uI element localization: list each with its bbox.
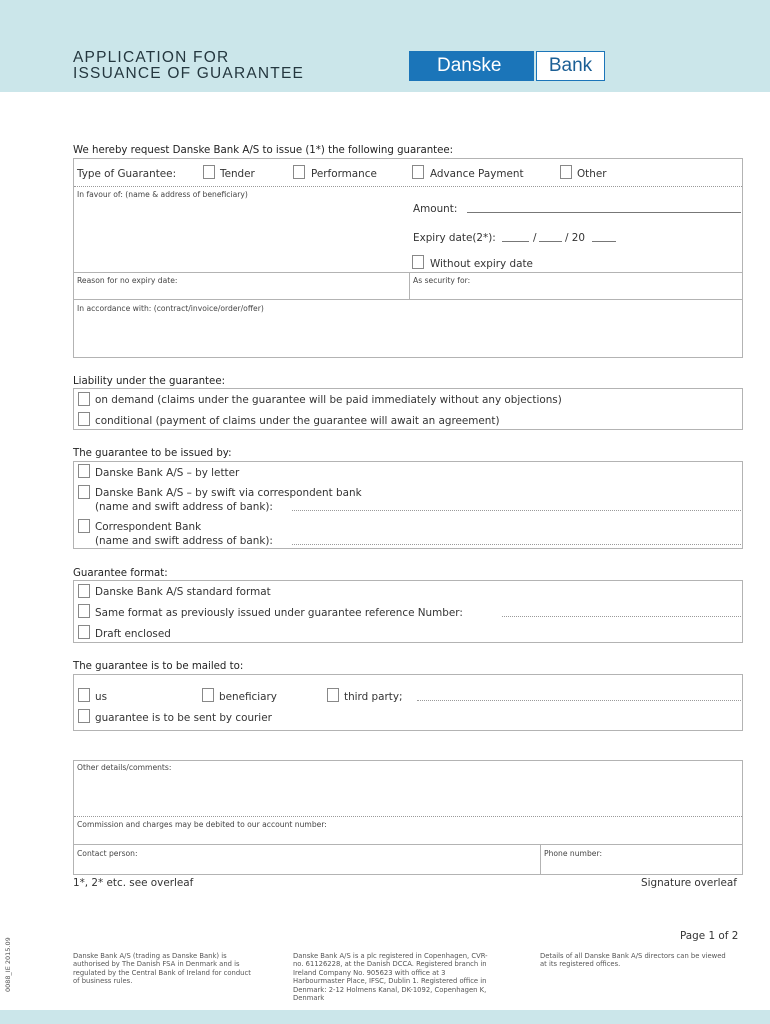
correspondent-bank-checkbox[interactable] [78, 519, 90, 533]
title-line-2: ISSUANCE OF GUARANTEE [73, 65, 305, 82]
correspondent-bank-sub-label: (name and swift address of bank): [95, 535, 273, 547]
standard-format-checkbox[interactable] [78, 584, 90, 598]
commission-label: Commission and charges may be debited to our account number: [77, 820, 327, 829]
amount-input[interactable] [467, 212, 741, 213]
mailed-heading: The guarantee is to be mailed to: [73, 661, 244, 672]
other-checkbox[interactable] [560, 165, 572, 179]
same-format-label: Same format as previously issued under guarantee reference Number: [95, 607, 463, 619]
footer-col-3: Details of all Danske Bank A/S directors can be viewed at its registered offices. [540, 952, 726, 969]
amount-label: Amount: [413, 203, 458, 215]
by-letter-label: Danske Bank A/S – by letter [95, 467, 240, 479]
signature-overleaf: Signature overleaf [641, 877, 737, 889]
danske-bank-logo [409, 51, 605, 81]
courier-label: guarantee is to be sent by courier [95, 712, 272, 724]
form-code: 0088_IE 2015.09 [4, 937, 12, 992]
expiry-slash: / [533, 232, 537, 244]
footer-col-2: Danske Bank A/S is a plc registered in Copenhagen, CVR-no. 61126228, at the Danish DCCA. Registered branch in Ireland Company No. 905623 with office at 3 Harbourmaster Place, IFSC, Dublin 1. Registered office in Denmark: 2-12 Holmens Kanal, DK-1092, Copenhagen K, Denmark [293, 952, 488, 1003]
on-demand-checkbox[interactable] [78, 392, 90, 406]
other-details-divider [74, 816, 742, 817]
accordance-divider [74, 299, 742, 300]
conditional-label: conditional (payment of claims under the guarantee will await an agreement) [95, 415, 500, 427]
advance-payment-checkbox[interactable] [412, 165, 424, 179]
logo-bank: Bank [536, 51, 605, 81]
expiry-year-input[interactable] [592, 241, 616, 242]
favour-label: In favour of: (name & address of beneficiary) [77, 190, 248, 199]
other-details-label: Other details/comments: [77, 763, 172, 772]
advance-payment-label: Advance Payment [430, 168, 524, 180]
courier-checkbox[interactable] [78, 709, 90, 723]
expiry-day-input[interactable] [502, 241, 529, 242]
expiry-month-input[interactable] [539, 241, 562, 242]
security-label: As security for: [413, 276, 471, 285]
contact-phone-divider [540, 844, 541, 875]
issued-by-heading: The guarantee to be issued by: [73, 448, 232, 459]
us-checkbox[interactable] [78, 688, 90, 702]
third-party-label: third party; [344, 691, 403, 703]
page-title [73, 50, 304, 82]
tender-label: Tender [220, 168, 255, 180]
without-expiry-label: Without expiry date [430, 258, 533, 270]
performance-label: Performance [311, 168, 377, 180]
other-details-box [73, 760, 743, 875]
expiry-year-prefix: / 20 [565, 232, 586, 244]
contact-divider [74, 844, 742, 845]
swift-bank-input[interactable] [292, 510, 741, 511]
title-line-1: APPLICATION FOR [73, 49, 230, 66]
reason-security-divider [409, 272, 410, 299]
expiry-date-label: Expiry date(2*): [413, 232, 496, 244]
footer-col-1: Danske Bank A/S (trading as Danske Bank) is authorised by The Danish FSA in Denmark and is regulated by the Central Bank of Ireland for conduct of business rules. [73, 952, 251, 986]
correspondent-bank-input[interactable] [292, 544, 741, 545]
draft-enclosed-label: Draft enclosed [95, 628, 171, 640]
swift-bank-label: (name and swift address of bank): [95, 501, 273, 513]
other-label: Other [577, 168, 607, 180]
performance-checkbox[interactable] [293, 165, 305, 179]
beneficiary-label: beneficiary [219, 691, 277, 703]
us-label: us [95, 691, 107, 703]
tender-checkbox[interactable] [203, 165, 215, 179]
by-swift-label: Danske Bank A/S – by swift via correspondent bank [95, 487, 362, 499]
third-party-checkbox[interactable] [327, 688, 339, 702]
footer-band [0, 1010, 770, 1024]
reference-number-input[interactable] [502, 616, 741, 617]
third-party-input[interactable] [417, 700, 741, 701]
request-box [73, 158, 743, 358]
type-of-guarantee-label: Type of Guarantee: [77, 168, 177, 180]
request-heading: We hereby request Danske Bank A/S to issue (1*) the following guarantee: [73, 145, 454, 156]
page-number: Page 1 of 2 [680, 930, 739, 942]
contact-person-label: Contact person: [77, 849, 138, 858]
logo-danske: Danske [409, 51, 534, 81]
type-divider [74, 186, 742, 187]
format-heading: Guarantee format: [73, 568, 168, 579]
by-letter-checkbox[interactable] [78, 464, 90, 478]
accordance-label: In accordance with: (contract/invoice/order/offer) [77, 304, 264, 313]
without-expiry-checkbox[interactable] [412, 255, 424, 269]
same-format-checkbox[interactable] [78, 604, 90, 618]
reason-label: Reason for no expiry date: [77, 276, 178, 285]
reason-divider [74, 272, 742, 273]
overleaf-note: 1*, 2* etc. see overleaf [73, 877, 194, 889]
beneficiary-checkbox[interactable] [202, 688, 214, 702]
on-demand-label: on demand (claims under the guarantee will be paid immediately without any objections) [95, 394, 562, 406]
phone-number-label: Phone number: [544, 849, 602, 858]
standard-format-label: Danske Bank A/S standard format [95, 586, 271, 598]
correspondent-bank-label: Correspondent Bank [95, 521, 202, 533]
liability-heading: Liability under the guarantee: [73, 376, 226, 387]
conditional-checkbox[interactable] [78, 412, 90, 426]
draft-enclosed-checkbox[interactable] [78, 625, 90, 639]
by-swift-checkbox[interactable] [78, 485, 90, 499]
